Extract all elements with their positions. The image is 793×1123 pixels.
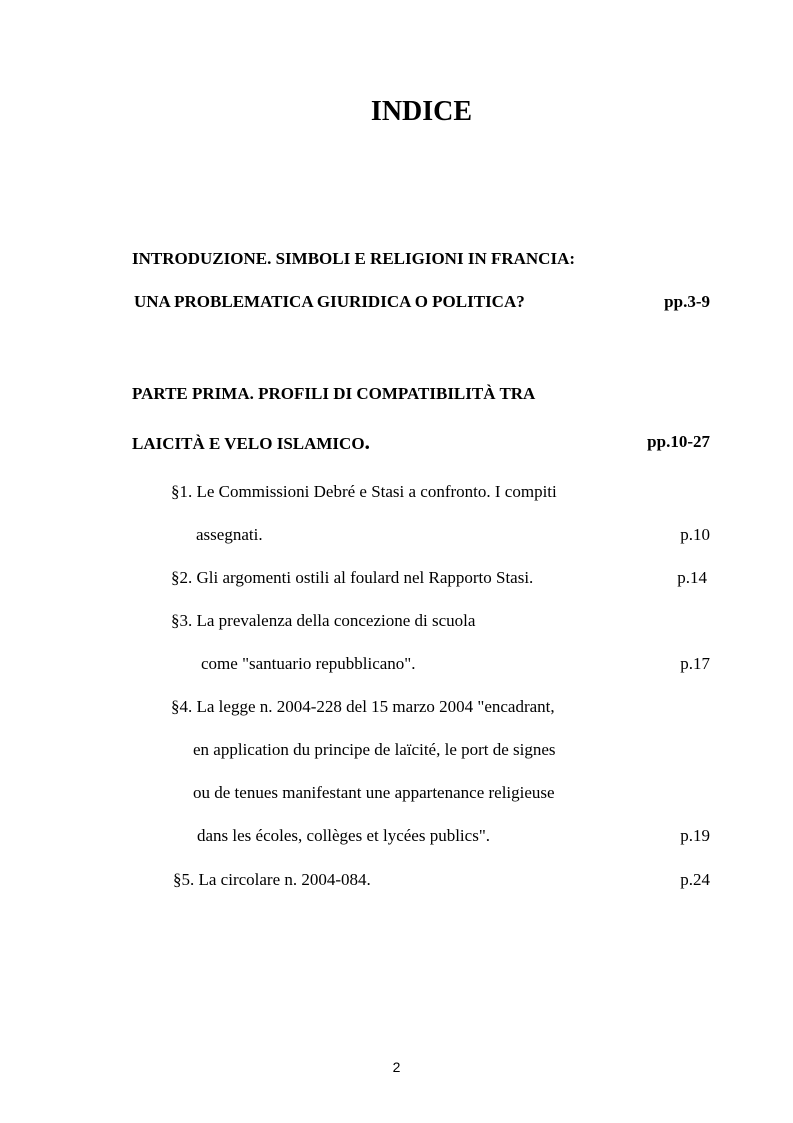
toc-part-one-line1: PARTE PRIMA. PROFILI DI COMPATIBILITÀ TRA (132, 384, 536, 403)
page-title: INDICE (370, 96, 473, 127)
toc-section-5-line1: §5. La circolare n. 2004-084. (173, 870, 371, 889)
toc-section-4-line1: §4. La legge n. 2004-228 del 15 marzo 2004 "encadrant, (171, 697, 555, 716)
toc-part-one-line2 (132, 429, 371, 454)
toc-section-1-line2: assegnati. (196, 525, 263, 544)
toc-part-one-pages: pp.10-27 (647, 432, 710, 451)
toc-section-3-page: p.17 (680, 654, 710, 673)
toc-part-one-line2-text: LAICITÀ E VELO ISLAMICO (132, 434, 365, 453)
toc-section-3-line2: come "santuario repubblicano". (201, 654, 416, 673)
toc-section-4-page: p.19 (680, 826, 710, 845)
toc-section-2-page: p.14 (677, 568, 707, 587)
toc-section-4-line2: en application du principe de laïcité, le port de signes (193, 740, 556, 759)
toc-introduction-line1: INTRODUZIONE. SIMBOLI E RELIGIONI IN FRANCIA: (132, 249, 576, 268)
toc-part-one-line2-period: . (364, 429, 371, 454)
toc-introduction-pages: pp.3-9 (664, 292, 710, 311)
toc-section-4-line3: ou de tenues manifestant une appartenance religieuse (193, 783, 555, 802)
toc-section-5-page: p.24 (680, 870, 710, 889)
toc-section-1-line1: §1. Le Commissioni Debré e Stasi a confronto. I compiti (171, 482, 557, 501)
toc-section-1-page: p.10 (680, 525, 710, 544)
page-number: 2 (392, 1059, 401, 1075)
toc-section-4-line4: dans les écoles, collèges et lycées publics". (197, 826, 491, 845)
toc-introduction-line2: UNA PROBLEMATICA GIURIDICA O POLITICA? (134, 292, 525, 311)
toc-section-2-line1: §2. Gli argomenti ostili al foulard nel Rapporto Stasi. (171, 568, 534, 587)
toc-section-3-line1: §3. La prevalenza della concezione di scuola (171, 611, 476, 630)
